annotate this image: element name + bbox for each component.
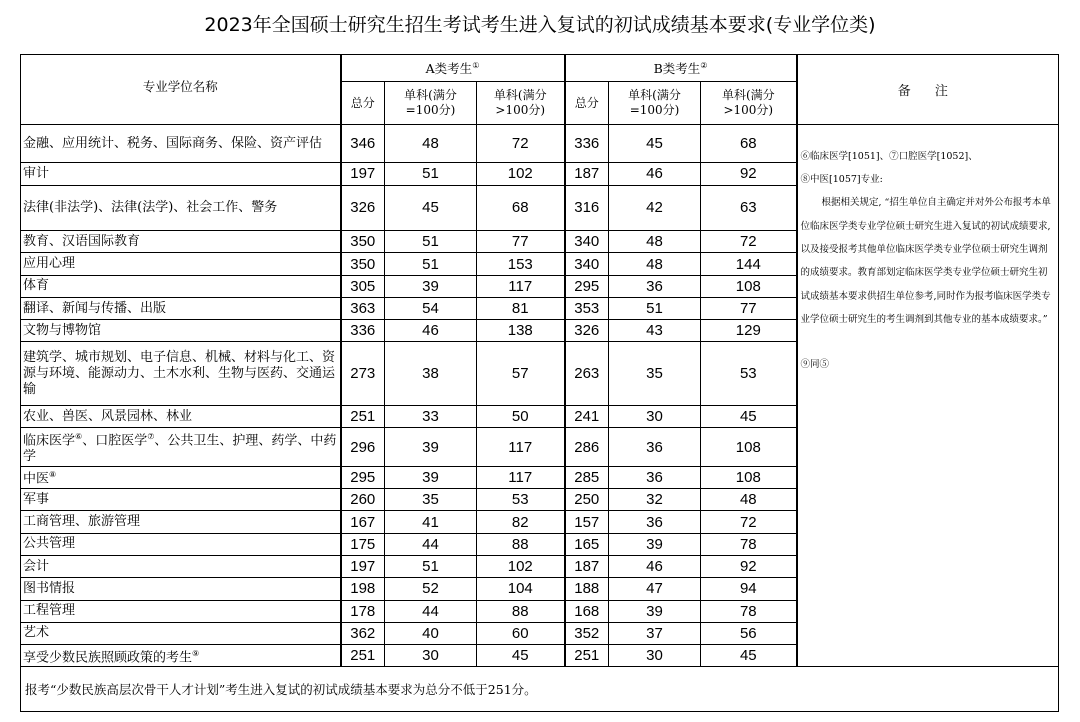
score-cell-a-total: 363 bbox=[341, 297, 385, 319]
score-cell-a-total: 296 bbox=[341, 428, 385, 466]
score-cell-b-s1: 46 bbox=[609, 163, 701, 185]
major-name-cell: 法律(非法学)、法律(法学)、社会工作、警务 bbox=[21, 185, 341, 231]
score-cell-b-s2: 45 bbox=[701, 645, 797, 667]
score-cell-a-s1: 30 bbox=[385, 645, 477, 667]
score-cell-b-s2: 56 bbox=[701, 622, 797, 644]
score-cell-a-s2: 88 bbox=[477, 600, 565, 622]
major-name-cell: 建筑学、城市规划、电子信息、机械、材料与化工、资源与环境、能源动力、土木水利、生物与医药、交通运输 bbox=[21, 342, 341, 406]
score-cell-a-total: 167 bbox=[341, 511, 385, 533]
note-paragraph: ⑨同⑤ bbox=[800, 359, 830, 371]
score-cell-b-s1: 36 bbox=[609, 428, 701, 466]
score-cell-a-s2: 81 bbox=[477, 297, 565, 319]
score-cell-b-total: 241 bbox=[565, 406, 609, 428]
score-cell-a-s1: 41 bbox=[385, 511, 477, 533]
score-cell-b-total: 251 bbox=[565, 645, 609, 667]
major-name-cell: 翻译、新闻与传播、出版 bbox=[21, 297, 341, 319]
major-name-cell: 中医⑧ bbox=[21, 466, 341, 488]
score-table bbox=[20, 54, 1059, 712]
score-cell-a-total: 260 bbox=[341, 489, 385, 511]
score-cell-a-s2: 88 bbox=[477, 533, 565, 555]
score-cell-b-s1: 48 bbox=[609, 231, 701, 253]
header-group-b: B类考生② bbox=[565, 55, 797, 82]
major-name-cell: 工商管理、旅游管理 bbox=[21, 511, 341, 533]
score-cell-b-total: 168 bbox=[565, 600, 609, 622]
score-cell-b-s1: 30 bbox=[609, 645, 701, 667]
score-cell-a-s1: 51 bbox=[385, 555, 477, 577]
score-cell-b-s1: 48 bbox=[609, 253, 701, 275]
score-cell-a-total: 175 bbox=[341, 533, 385, 555]
score-cell-a-s1: 44 bbox=[385, 533, 477, 555]
score-cell-b-s2: 63 bbox=[701, 185, 797, 231]
score-cell-a-total: 251 bbox=[341, 406, 385, 428]
score-cell-b-s1: 35 bbox=[609, 342, 701, 406]
score-cell-b-total: 340 bbox=[565, 253, 609, 275]
score-cell-b-s1: 45 bbox=[609, 124, 701, 162]
header-a-total: 总分 bbox=[341, 82, 385, 125]
score-cell-b-total: 250 bbox=[565, 489, 609, 511]
major-name-cell: 公共管理 bbox=[21, 533, 341, 555]
major-name-cell: 工程管理 bbox=[21, 600, 341, 622]
score-cell-a-s2: 72 bbox=[477, 124, 565, 162]
score-cell-b-s2: 68 bbox=[701, 124, 797, 162]
header-b-singleover: 单科(满分 >100分) bbox=[701, 82, 797, 125]
score-cell-b-s1: 30 bbox=[609, 406, 701, 428]
score-cell-a-total: 346 bbox=[341, 124, 385, 162]
score-cell-a-s1: 48 bbox=[385, 124, 477, 162]
note-paragraph: 根据相关规定, “招生单位自主确定并对外公布报考本单位临床医学类专业学位硕士研究生进入复试的初试成绩要求,以及接受报考其他单位临床医学类专业学位硕士研究生调剂的成绩要求。教育部划定临床医学类专业学位硕士研究生初试成绩基本要求供招生单位参考,同时作为报考临床医学类专业学位硕士研究生的考生调剂到其他专业的基本成绩要求。” bbox=[800, 197, 1051, 325]
major-name-cell: 享受少数民族照顾政策的考生⑨ bbox=[21, 645, 341, 667]
score-cell-a-total: 350 bbox=[341, 253, 385, 275]
score-cell-a-total: 326 bbox=[341, 185, 385, 231]
score-cell-a-s1: 33 bbox=[385, 406, 477, 428]
score-cell-b-total: 285 bbox=[565, 466, 609, 488]
score-cell-b-total: 353 bbox=[565, 297, 609, 319]
major-name-cell: 军事 bbox=[21, 489, 341, 511]
score-cell-b-s1: 39 bbox=[609, 533, 701, 555]
score-cell-a-total: 197 bbox=[341, 163, 385, 185]
score-cell-b-s1: 51 bbox=[609, 297, 701, 319]
major-name-cell: 文物与博物馆 bbox=[21, 320, 341, 342]
table-row bbox=[21, 124, 1059, 162]
score-cell-b-total: 316 bbox=[565, 185, 609, 231]
score-cell-a-s2: 153 bbox=[477, 253, 565, 275]
score-cell-b-s1: 36 bbox=[609, 275, 701, 297]
score-cell-b-s2: 72 bbox=[701, 511, 797, 533]
page-title: 2023年全国硕士研究生招生考试考生进入复试的初试成绩基本要求(专业学位类) bbox=[204, 14, 876, 36]
score-cell-a-s2: 57 bbox=[477, 342, 565, 406]
score-cell-a-total: 198 bbox=[341, 578, 385, 600]
score-cell-b-total: 157 bbox=[565, 511, 609, 533]
footer-note: 报考“少数民族高层次骨干人才计划”考生进入复试的初试成绩基本要求为总分不低于251分。 bbox=[21, 667, 1059, 712]
score-cell-b-s2: 129 bbox=[701, 320, 797, 342]
score-cell-a-s1: 39 bbox=[385, 466, 477, 488]
score-cell-a-s2: 50 bbox=[477, 406, 565, 428]
score-cell-b-s2: 92 bbox=[701, 163, 797, 185]
score-cell-b-s1: 43 bbox=[609, 320, 701, 342]
score-cell-a-s2: 60 bbox=[477, 622, 565, 644]
score-cell-a-s1: 51 bbox=[385, 231, 477, 253]
major-name-cell: 教育、汉语国际教育 bbox=[21, 231, 341, 253]
score-cell-a-s2: 82 bbox=[477, 511, 565, 533]
score-cell-b-s1: 39 bbox=[609, 600, 701, 622]
score-cell-a-s1: 44 bbox=[385, 600, 477, 622]
score-cell-b-total: 336 bbox=[565, 124, 609, 162]
major-name-cell: 临床医学⑥、口腔医学⑦、公共卫生、护理、药学、中药学 bbox=[21, 428, 341, 466]
score-cell-a-total: 336 bbox=[341, 320, 385, 342]
score-cell-b-total: 352 bbox=[565, 622, 609, 644]
score-cell-b-s2: 108 bbox=[701, 428, 797, 466]
score-cell-a-total: 178 bbox=[341, 600, 385, 622]
notes-cell bbox=[797, 124, 1059, 666]
score-cell-a-s1: 46 bbox=[385, 320, 477, 342]
score-cell-a-s2: 53 bbox=[477, 489, 565, 511]
score-cell-b-s2: 78 bbox=[701, 533, 797, 555]
score-cell-a-total: 362 bbox=[341, 622, 385, 644]
score-cell-b-s1: 47 bbox=[609, 578, 701, 600]
score-cell-a-s1: 39 bbox=[385, 275, 477, 297]
score-cell-a-total: 350 bbox=[341, 231, 385, 253]
score-cell-a-s1: 38 bbox=[385, 342, 477, 406]
score-cell-b-s2: 94 bbox=[701, 578, 797, 600]
score-cell-b-total: 295 bbox=[565, 275, 609, 297]
note-paragraph: ⑧中医[1057]专业: bbox=[800, 174, 883, 186]
score-cell-b-s1: 37 bbox=[609, 622, 701, 644]
major-name-cell: 金融、应用统计、税务、国际商务、保险、资产评估 bbox=[21, 124, 341, 162]
header-group-a: A类考生① bbox=[341, 55, 565, 82]
score-cell-b-s2: 48 bbox=[701, 489, 797, 511]
score-cell-a-s2: 102 bbox=[477, 555, 565, 577]
score-cell-a-s2: 68 bbox=[477, 185, 565, 231]
score-cell-a-s1: 45 bbox=[385, 185, 477, 231]
score-cell-a-total: 305 bbox=[341, 275, 385, 297]
score-cell-a-s1: 40 bbox=[385, 622, 477, 644]
score-cell-a-s1: 54 bbox=[385, 297, 477, 319]
header-b-total: 总分 bbox=[565, 82, 609, 125]
header-a-single100: 单科(满分 =100分) bbox=[385, 82, 477, 125]
score-cell-a-total: 273 bbox=[341, 342, 385, 406]
score-cell-a-s2: 45 bbox=[477, 645, 565, 667]
major-name-cell: 审计 bbox=[21, 163, 341, 185]
score-cell-b-s1: 36 bbox=[609, 466, 701, 488]
header-a-singleover: 单科(满分 >100分) bbox=[477, 82, 565, 125]
score-cell-b-s2: 108 bbox=[701, 275, 797, 297]
header-b-single100: 单科(满分 =100分) bbox=[609, 82, 701, 125]
score-cell-a-s1: 51 bbox=[385, 253, 477, 275]
score-cell-a-s2: 117 bbox=[477, 428, 565, 466]
score-cell-b-s1: 36 bbox=[609, 511, 701, 533]
score-cell-b-s1: 32 bbox=[609, 489, 701, 511]
score-cell-b-total: 286 bbox=[565, 428, 609, 466]
score-cell-b-s2: 78 bbox=[701, 600, 797, 622]
score-cell-b-total: 188 bbox=[565, 578, 609, 600]
score-cell-a-s2: 104 bbox=[477, 578, 565, 600]
score-cell-b-s1: 46 bbox=[609, 555, 701, 577]
score-cell-b-s2: 144 bbox=[701, 253, 797, 275]
score-cell-b-s2: 108 bbox=[701, 466, 797, 488]
score-cell-a-s2: 77 bbox=[477, 231, 565, 253]
score-cell-a-s2: 102 bbox=[477, 163, 565, 185]
score-cell-b-total: 187 bbox=[565, 555, 609, 577]
score-cell-b-total: 340 bbox=[565, 231, 609, 253]
score-cell-b-s2: 45 bbox=[701, 406, 797, 428]
score-cell-b-total: 263 bbox=[565, 342, 609, 406]
major-name-cell: 农业、兽医、风景园林、林业 bbox=[21, 406, 341, 428]
score-cell-a-total: 295 bbox=[341, 466, 385, 488]
header-major-name: 专业学位名称 bbox=[21, 55, 341, 125]
major-name-cell: 会计 bbox=[21, 555, 341, 577]
score-cell-b-s2: 53 bbox=[701, 342, 797, 406]
score-cell-a-s2: 117 bbox=[477, 466, 565, 488]
score-cell-b-total: 187 bbox=[565, 163, 609, 185]
score-cell-a-s2: 138 bbox=[477, 320, 565, 342]
score-cell-a-s2: 117 bbox=[477, 275, 565, 297]
score-cell-a-s1: 35 bbox=[385, 489, 477, 511]
major-name-cell: 体育 bbox=[21, 275, 341, 297]
score-cell-a-total: 197 bbox=[341, 555, 385, 577]
score-cell-b-s1: 42 bbox=[609, 185, 701, 231]
note-paragraph: ⑥临床医学[1051]、⑦口腔医学[1052]、 bbox=[800, 150, 978, 162]
major-name-cell: 艺术 bbox=[21, 622, 341, 644]
major-name-cell: 图书情报 bbox=[21, 578, 341, 600]
score-cell-a-s1: 39 bbox=[385, 428, 477, 466]
score-cell-b-s2: 72 bbox=[701, 231, 797, 253]
score-cell-a-total: 251 bbox=[341, 645, 385, 667]
score-cell-b-total: 326 bbox=[565, 320, 609, 342]
major-name-cell: 应用心理 bbox=[21, 253, 341, 275]
score-cell-a-s1: 52 bbox=[385, 578, 477, 600]
score-cell-b-s2: 92 bbox=[701, 555, 797, 577]
header-notes: 备 注 bbox=[797, 55, 1059, 125]
score-cell-b-total: 165 bbox=[565, 533, 609, 555]
score-cell-b-s2: 77 bbox=[701, 297, 797, 319]
score-cell-a-s1: 51 bbox=[385, 163, 477, 185]
